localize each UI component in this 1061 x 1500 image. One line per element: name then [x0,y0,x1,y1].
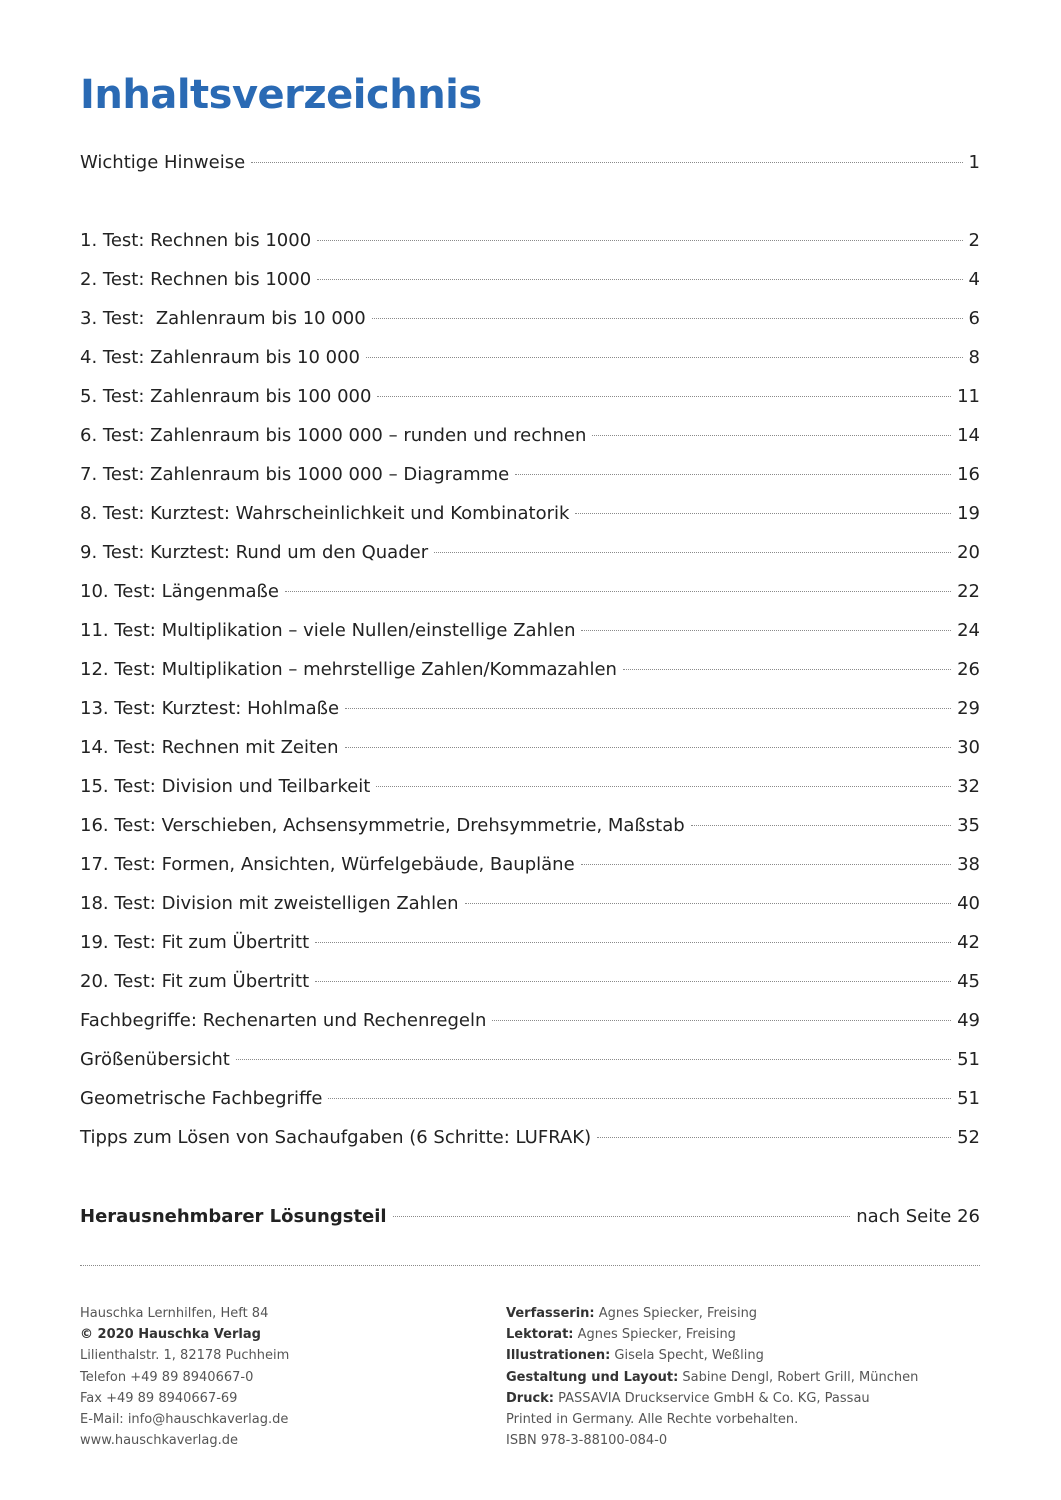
toc-entry-label: Tipps zum Lösen von Sachaufgaben (6 Schritte: LUFRAK) [80,1127,592,1148]
credit-value: Agnes Spiecker, Freising [594,1306,758,1321]
toc-entry-label: 1. Test: Rechnen bis 1000 [80,230,312,251]
imprint-line: Hauschka Lernhilfen, Heft 84 [80,1306,269,1321]
credit-label: Illustrationen: [506,1348,611,1364]
toc-entry[interactable] [80,891,980,917]
credit-value: Gisela Specht, Weßling [610,1348,764,1364]
dot-leader [597,1137,951,1138]
toc-entry-page: 49 [957,1010,980,1031]
toc-entry-page: 20 [957,542,980,563]
dot-leader [581,864,951,865]
toc-entry-page: 11 [957,386,980,407]
imprint-credit-line [506,1367,986,1388]
toc-entry-label: 8. Test: Kurztest: Wahrscheinlichkeit und Kombinatorik [80,503,570,524]
dot-leader [575,513,951,514]
imprint-line: www.hauschkaverlag.de [80,1433,238,1449]
toc-entry-page: 42 [957,932,980,953]
dot-leader [328,1098,951,1099]
credit-label: Lektorat: [506,1327,574,1343]
toc-entry-page: 35 [957,815,980,836]
dot-leader [592,435,951,436]
imprint-line: Telefon +49 89 8940667-0 [80,1369,254,1385]
toc-entry[interactable] [80,657,980,683]
credit-value: PASSAVIA Druckservice GmbH & Co. KG, Passau [554,1390,870,1406]
toc-entry-label: 11. Test: Multiplikation – viele Nullen/einstellige Zahlen [80,620,576,641]
toc-entry-label: 14. Test: Rechnen mit Zeiten [80,737,339,758]
toc-entry-label: 19. Test: Fit zum Übertritt [80,932,310,953]
toc-entry[interactable] [80,306,980,332]
imprint-credit-line [506,1409,986,1430]
toc-entry[interactable] [80,735,980,761]
toc-entry[interactable] [80,384,980,410]
toc-entry-page: 2 [968,230,980,251]
toc-entry[interactable] [80,813,980,839]
imprint-credit-line [506,1388,986,1409]
toc-entry-label: 15. Test: Division und Teilbarkeit [80,776,371,797]
toc-entry[interactable] [80,462,980,488]
toc-entry-page: 4 [968,269,980,290]
toc-entry-page: 24 [957,620,980,641]
toc-entry-label: 4. Test: Zahlenraum bis 10 000 [80,347,360,368]
toc-entry-label: 13. Test: Kurztest: Hohlmaße [80,698,340,719]
credit-value: Printed in Germany. Alle Rechte vorbehalten. [506,1412,799,1428]
dot-leader [285,591,951,592]
toc-entry-page: nach Seite 26 [856,1206,980,1227]
dot-leader [315,942,951,943]
toc-entry[interactable] [80,969,980,995]
toc-entry-label: 9. Test: Kurztest: Rund um den Quader [80,542,429,563]
toc-entry-page: 32 [957,776,980,797]
toc-entry-page: 8 [968,347,980,368]
credit-value: ISBN 978-3-88100-084-0 [506,1433,668,1449]
toc-entry[interactable] [80,1047,980,1073]
toc-entry-label: 6. Test: Zahlenraum bis 1000 000 – runden und rechnen [80,425,587,446]
imprint-line: E-Mail: info@hauschkaverlag.de [80,1412,289,1428]
toc-entry[interactable] [80,774,980,800]
toc-entry-page: 16 [957,464,980,485]
dot-leader [366,357,963,358]
dot-leader [251,162,962,163]
imprint-publisher [80,1303,480,1451]
dot-leader [434,552,951,553]
credit-value: Agnes Spiecker, Freising [573,1327,736,1343]
toc-entry-label: Herausnehmbarer Lösungsteil [80,1206,387,1227]
dot-leader [465,903,952,904]
toc-entry[interactable] [80,852,980,878]
dot-leader [581,630,951,631]
dot-leader [345,747,952,748]
toc-entry-page: 1 [968,152,980,173]
toc-entry[interactable] [80,345,980,371]
toc-entry[interactable] [80,930,980,956]
credit-label: Verfasserin: [506,1306,595,1321]
imprint-credit-line [506,1324,986,1345]
toc-entry-page: 51 [957,1049,980,1070]
toc-entry-page: 30 [957,737,980,758]
imprint-credit-line [506,1430,986,1451]
dot-leader [393,1216,851,1217]
toc-entry-label: 17. Test: Formen, Ansichten, Würfelgebäude, Baupläne [80,854,575,875]
dot-leader [515,474,951,475]
toc-entry-label: 7. Test: Zahlenraum bis 1000 000 – Diagramme [80,464,510,485]
dot-leader [377,396,951,397]
toc-entry-page: 14 [957,425,980,446]
toc-entry[interactable] [80,579,980,605]
toc-entry-label: Größenübersicht [80,1049,230,1070]
toc-entry-label: 5. Test: Zahlenraum bis 100 000 [80,386,372,407]
dot-leader [492,1020,951,1021]
toc-entry[interactable] [80,267,980,293]
toc-entry-label: 18. Test: Division mit zweistelligen Zahlen [80,893,459,914]
toc-entry[interactable] [80,618,980,644]
imprint-credits [506,1303,986,1451]
imprint-credit-line [506,1303,986,1324]
dot-leader [372,318,963,319]
toc-entry[interactable] [80,423,980,449]
toc-entry-page: 26 [957,659,980,680]
toc-entry[interactable] [80,540,980,566]
page-title: Inhaltsverzeichnis [80,72,482,118]
toc-entry-label: Geometrische Fachbegriffe [80,1088,323,1109]
toc-entry-label: 12. Test: Multiplikation – mehrstellige Zahlen/Kommazahlen [80,659,617,680]
toc-entry-label: 10. Test: Längenmaße [80,581,279,602]
dot-leader [691,825,951,826]
toc-entry-page: 40 [957,893,980,914]
toc-entry-page: 38 [957,854,980,875]
toc-entry[interactable] [80,696,980,722]
toc-entry[interactable] [80,1125,980,1151]
imprint-credit-line [506,1345,986,1366]
dot-leader [317,279,962,280]
toc-entry-page: 52 [957,1127,980,1148]
toc-entry-label: 20. Test: Fit zum Übertritt [80,971,310,992]
toc-entry-page: 45 [957,971,980,992]
imprint-line: Lilienthalstr. 1, 82178 Puchheim [80,1348,290,1364]
toc-entry[interactable] [80,501,980,527]
dot-leader [317,240,962,241]
toc-entry-label: Fachbegriffe: Rechenarten und Rechenregeln [80,1010,487,1031]
toc-entry[interactable] [80,1008,980,1034]
imprint-line: Fax +49 89 8940667-69 [80,1390,238,1406]
credit-label: Druck: [506,1390,555,1406]
dot-leader [236,1059,951,1060]
toc-entry-page: 29 [957,698,980,719]
dot-leader [345,708,951,709]
dot-leader [376,786,951,787]
toc-entry-page: 6 [968,308,980,329]
toc-entry-page: 22 [957,581,980,602]
toc-entry[interactable] [80,150,980,176]
divider [80,1265,980,1266]
toc-entry-page: 19 [957,503,980,524]
toc-entry-page: 51 [957,1088,980,1109]
toc-entry[interactable] [80,1086,980,1112]
toc-entry-solutions[interactable] [80,1204,980,1230]
dot-leader [623,669,951,670]
toc-entry-label: 2. Test: Rechnen bis 1000 [80,269,312,290]
dot-leader [315,981,951,982]
toc-entry[interactable] [80,228,980,254]
imprint-copyright: © 2020 Hauschka Verlag [80,1327,261,1343]
toc-entry-label: Wichtige Hinweise [80,152,246,173]
toc-entry-label: 3. Test: Zahlenraum bis 10 000 [80,308,366,329]
toc-entry-label: 16. Test: Verschieben, Achsensymmetrie, Drehsymmetrie, Maßstab [80,815,685,836]
credit-value: Sabine Dengl, Robert Grill, München [678,1369,919,1385]
credit-label: Gestaltung und Layout: [506,1369,679,1385]
